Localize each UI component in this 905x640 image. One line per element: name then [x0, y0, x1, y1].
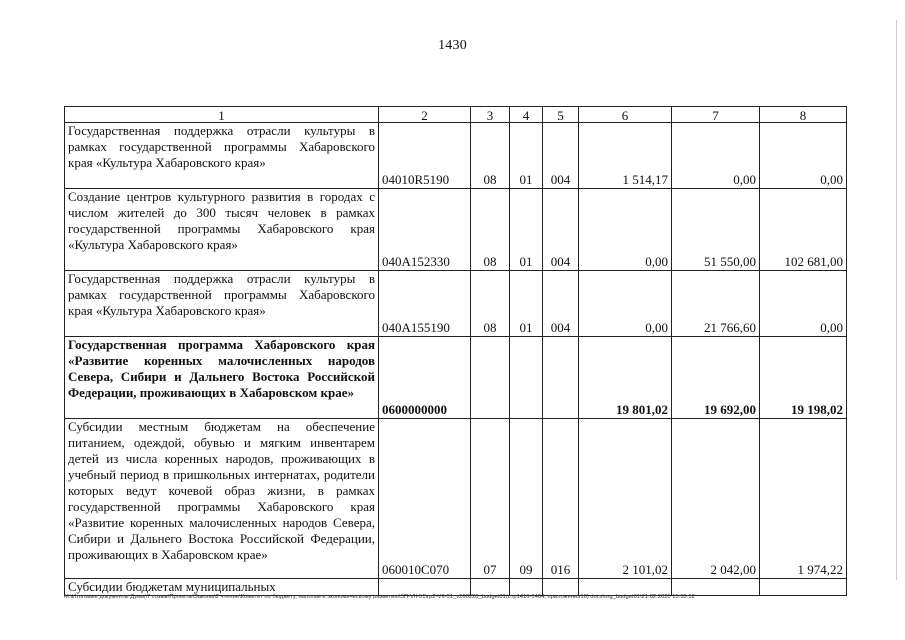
row-subsection: 09: [510, 419, 543, 579]
row-type: 004: [543, 123, 579, 189]
row-value-7: 51 550,00: [672, 189, 760, 271]
row-name: Создание центров культурного развития в городах с числом жителей до 300 тысяч человек в рамках государственной программы Хабаровского края «Культура Хабаровского края»: [65, 189, 379, 271]
column-header: 1: [65, 107, 379, 123]
table-row: [65, 123, 847, 189]
column-header: 4: [510, 107, 543, 123]
scan-edge-line: [896, 20, 897, 580]
row-value-6: 19 801,02: [579, 337, 672, 419]
row-code: 060010С070: [379, 419, 471, 579]
row-code: 0600000000: [379, 337, 471, 419]
row-subsection: 01: [510, 189, 543, 271]
row-type: 004: [543, 189, 579, 271]
row-value-8: 19 198,02: [760, 337, 847, 419]
document-footer-path: M:\Итоговые документы Думы\7 созыв\Проекты\Законы\2 чтение\Комитет по бюджету, налогам и экономическому развитию\ЗП-VII-51\гр2-VII-51_v260220_budget01(стр1416-1464, приложения16) docx\org_budget01\21.02.2020 15:55:12: [64, 594, 695, 600]
column-header: 2: [379, 107, 471, 123]
column-header: 8: [760, 107, 847, 123]
row-code: 040A155190: [379, 271, 471, 337]
budget-table: [64, 106, 847, 596]
row-value-7: 0,00: [672, 123, 760, 189]
table-row: [65, 189, 847, 271]
row-subsection: 01: [510, 123, 543, 189]
column-header: 5: [543, 107, 579, 123]
row-name: Государственная поддержка отрасли культуры в рамках государственной программы Хабаровского края «Культура Хабаровского края»: [65, 123, 379, 189]
table-row: [65, 271, 847, 337]
row-value-8: [760, 579, 847, 596]
column-header: 7: [672, 107, 760, 123]
table-row: [65, 579, 847, 596]
row-value-7: 19 692,00: [672, 337, 760, 419]
row-type: 016: [543, 419, 579, 579]
row-value-6: 0,00: [579, 189, 672, 271]
column-header: 6: [579, 107, 672, 123]
row-value-6: 1 514,17: [579, 123, 672, 189]
row-name: Субсидии местным бюджетам на обеспечение питанием, одеждой, обувью и мягким инвентарем детей из числа коренных народов, проживающих в учебный период в пришкольных интернатах, родители которых ведут кочевой образ жизни, в рамках государственной программы Хабаровского края «Развитие коренных малочисленных народов Севера, Сибири и Дальнего Востока Российской Федерации, проживающих в Хабаровском крае»: [65, 419, 379, 579]
row-value-7: 21 766,60: [672, 271, 760, 337]
row-value-6: 0,00: [579, 271, 672, 337]
row-section: 08: [471, 123, 510, 189]
row-value-8: 0,00: [760, 123, 847, 189]
row-subsection: [510, 337, 543, 419]
row-section: 08: [471, 189, 510, 271]
row-type: [543, 337, 579, 419]
row-value-7: 2 042,00: [672, 419, 760, 579]
row-code: 040A152330: [379, 189, 471, 271]
table-row: [65, 419, 847, 579]
column-header: 3: [471, 107, 510, 123]
row-value-8: 102 681,00: [760, 189, 847, 271]
row-code: 04010R5190: [379, 123, 471, 189]
table-row-program: [65, 337, 847, 419]
row-subsection: [510, 579, 543, 596]
row-name: Государственная поддержка отрасли культуры в рамках государственной программы Хабаровского края «Культура Хабаровского края»: [65, 271, 379, 337]
row-value-6: [579, 579, 672, 596]
row-section: [471, 579, 510, 596]
row-name: Государственная программа Хабаровского края «Развитие коренных малочисленных народов Севера, Сибири и Дальнего Востока Российской Федерации, проживающих в Хабаровском крае»: [65, 337, 379, 419]
row-value-6: 2 101,02: [579, 419, 672, 579]
row-section: 07: [471, 419, 510, 579]
table-header-row: [65, 107, 847, 123]
row-section: [471, 337, 510, 419]
row-subsection: 01: [510, 271, 543, 337]
row-section: 08: [471, 271, 510, 337]
row-value-7: [672, 579, 760, 596]
row-type: [543, 579, 579, 596]
page-number: 1430: [438, 38, 467, 53]
row-value-8: 0,00: [760, 271, 847, 337]
row-type: 004: [543, 271, 579, 337]
row-code: [379, 579, 471, 596]
row-value-8: 1 974,22: [760, 419, 847, 579]
row-name: Субсидии бюджетам муниципальных: [65, 579, 379, 596]
